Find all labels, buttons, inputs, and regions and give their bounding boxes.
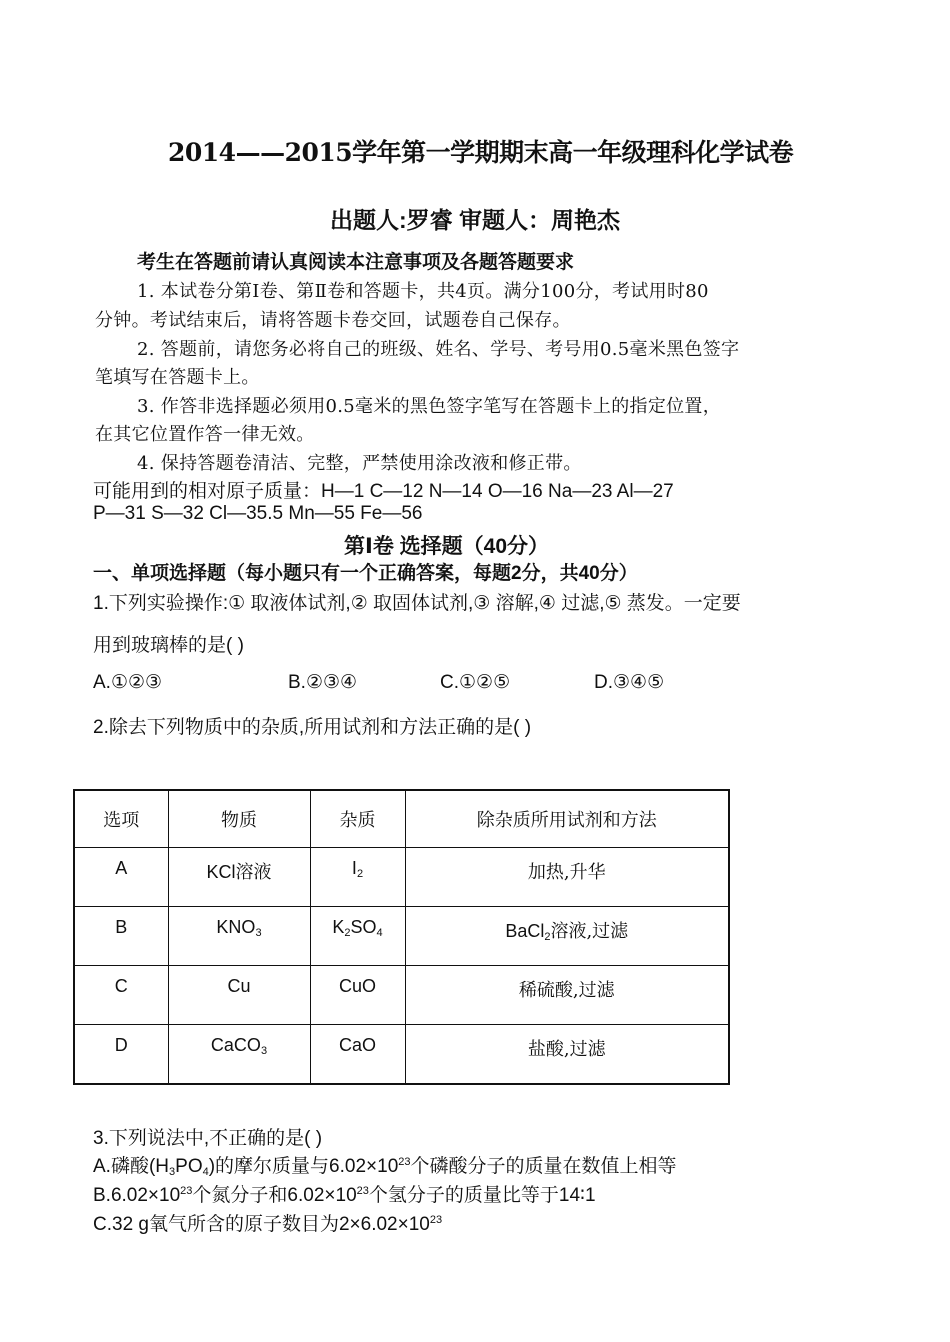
- table-row: [74, 966, 729, 1025]
- q3-stem: 3.下列说法中,不正确的是( ): [93, 1128, 323, 1149]
- notice-item-1-line1: 1. 本试卷分第Ⅰ卷、第Ⅱ卷和答题卡，共4页。满分100分，考试用时80: [137, 281, 709, 302]
- q1-option-a: A.①②③: [93, 672, 163, 693]
- cell-impurity: $I_2$: [310, 848, 405, 907]
- cell-substance: $KNO_3$: [168, 907, 310, 966]
- table-row: [74, 848, 729, 907]
- section-title: 第Ⅰ卷 选择题（40分）: [344, 535, 550, 558]
- q1-stem-line2: 用到玻璃棒的是( ): [93, 635, 244, 656]
- q3-option-b: $B.6.02\times 10^{23}$个氮分子和$6.02\times 10^{23}$个氢分子的质量比等于14∶1: [93, 1185, 596, 1206]
- q1-stem-line1: 1.下列实验操作:① 取液体试剂,② 取固体试剂,③ 溶解,④ 过滤,⑤ 蒸发。一定要: [93, 593, 741, 614]
- cell-option: D: [74, 1025, 168, 1085]
- atomic-masses-line1: 可能用到的相对原子质量：H—1 C—12 N—14 O—16 Na—23 Al—27: [93, 481, 674, 502]
- q3-option-a: A.磷酸$(H_3PO_4)$的摩尔质量与$6.02\times 10^{23}$个磷酸分子的质量在数值上相等: [93, 1156, 677, 1178]
- table-row: [74, 1025, 729, 1085]
- notice-item-3-line1: 3. 作答非选择题必须用0.5毫米的黑色签字笔写在答题卡上的指定位置，: [137, 396, 722, 417]
- cell-method: 盐酸,过滤: [405, 1025, 729, 1085]
- exam-authors: 出题人:罗睿 审题人：周艳杰: [329, 207, 621, 233]
- notice-item-4-line1: 4. 保持答题卷清洁、完整，严禁使用涂改液和修正带。: [137, 453, 582, 474]
- header-method: 除杂质所用试剂和方法: [405, 790, 729, 848]
- notice-item-2-line1: 2. 答题前，请您务必将自己的班级、姓名、学号、考号用0.5毫米黑色签字: [137, 339, 740, 360]
- notice-item-3-line2: 在其它位置作答一律无效。: [95, 424, 315, 445]
- cell-substance: Cu: [168, 966, 310, 1025]
- header-option: 选项: [74, 790, 168, 848]
- cell-impurity: $K_2SO_4$: [310, 907, 405, 966]
- q2-stem: 2.除去下列物质中的杂质,所用试剂和方法正确的是( ): [93, 717, 532, 738]
- cell-option: A: [74, 848, 168, 907]
- cell-method: 加热,升华: [405, 848, 729, 907]
- section-subtitle: 一、单项选择题（每小题只有一个正确答案，每题2分，共40分）: [93, 563, 638, 584]
- q2-table: [73, 789, 730, 1085]
- cell-substance: KCl溶液: [168, 848, 310, 907]
- header-substance: 物质: [168, 790, 310, 848]
- q3-option-c: C.32 g氧气所含的原子数目为$2\times 6.02\times 10^{23}$: [93, 1214, 443, 1235]
- exam-title: 2014——2015学年第一学期期末高一年级理科化学试卷: [168, 138, 794, 167]
- header-impurity: 杂质: [310, 790, 405, 848]
- q1-option-c: C.①②⑤: [440, 672, 511, 693]
- table-header-row: [74, 790, 729, 848]
- cell-method: 稀硫酸,过滤: [405, 966, 729, 1025]
- cell-method: BaCl$_2$溶液,过滤: [405, 907, 729, 966]
- cell-substance: CaCO$_3$: [168, 1025, 310, 1085]
- cell-impurity: CuO: [310, 966, 405, 1025]
- notice-item-2-line2: 笔填写在答题卡上。: [95, 367, 260, 388]
- atomic-masses-line2: P—31 S—32 Cl—35.5 Mn—55 Fe—56: [93, 503, 423, 524]
- cell-impurity: CaO: [310, 1025, 405, 1085]
- notice-heading: 考生在答题前请认真阅读本注意事项及各题答题要求: [137, 252, 575, 273]
- q1-option-b: B.②③④: [288, 672, 358, 693]
- q1-option-d: D.③④⑤: [594, 672, 665, 693]
- cell-option: C: [74, 966, 168, 1025]
- notice-item-1-line2: 分钟。考试结束后，请将答题卡卷交回，试题卷自己保存。: [95, 310, 571, 331]
- table-row: [74, 907, 729, 966]
- cell-option: B: [74, 907, 168, 966]
